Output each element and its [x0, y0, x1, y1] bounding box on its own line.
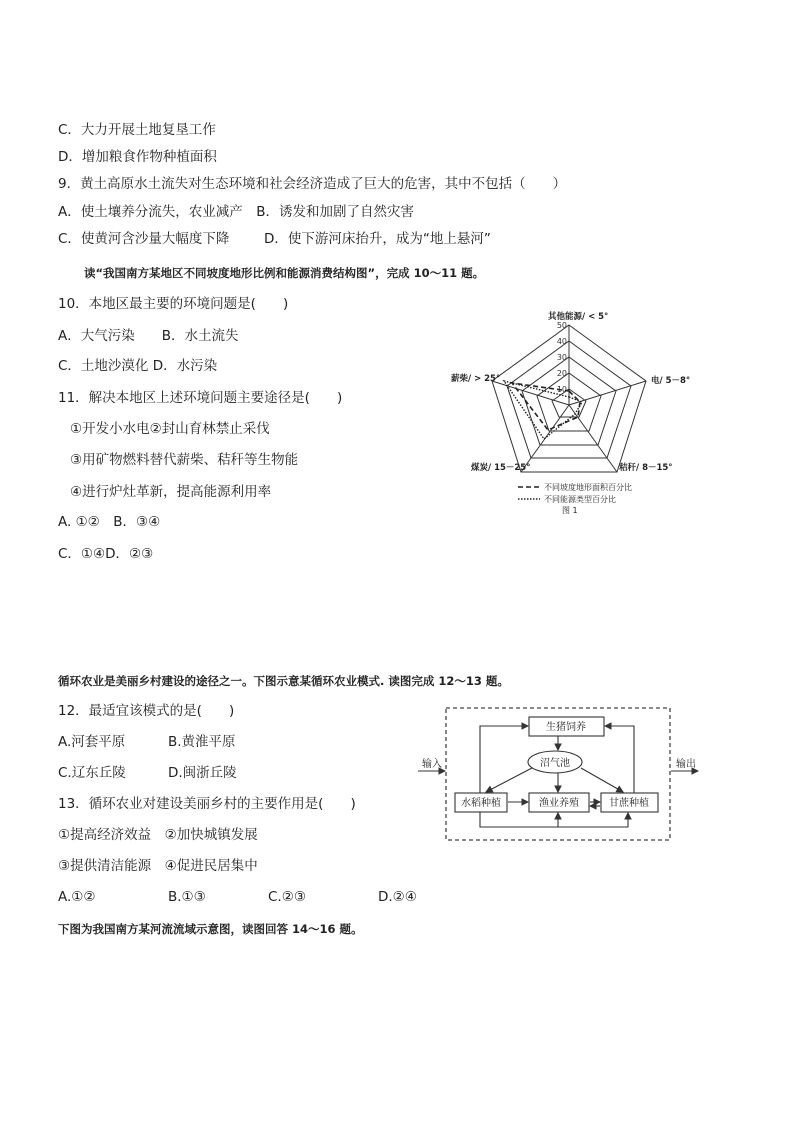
q11-options-cd: C．①④D．②③ [58, 546, 154, 562]
q10-options-ab: A．大气污染 B．水土流失 [58, 328, 239, 344]
q8-option-d: D．增加粮食作物种植面积 [58, 149, 217, 165]
q11-stem: 11．解决本地区上述环境问题主要途径是( ) [58, 390, 343, 406]
ellipse-biogas: 沼气池 [540, 758, 570, 769]
q13-items-12: ①提高经济效益 ②加快城镇发展 [58, 827, 258, 843]
q11-item-3: ④进行炉灶革新，提高能源利用率 [70, 484, 272, 500]
cycle-diagram [418, 700, 708, 845]
q12-option-a: A.河套平原 [58, 734, 126, 750]
q13-option-d: D.②④ [378, 889, 417, 905]
q11-item-2: ③用矿物燃料替代薪柴、秸秆等生物能 [70, 452, 299, 468]
radar-tick-10: 10 [556, 385, 567, 394]
radar-figure [440, 305, 710, 515]
q11-item-1: ①开发小水电②封山育林禁止采伐 [70, 421, 270, 437]
q9-option-d: D．使下游河床抬升，成为“地上悬河” [264, 231, 491, 247]
radar-axis-electric: 电/ 5－8° [651, 376, 691, 386]
radar-tick-20: 20 [556, 369, 567, 378]
radar-tick-40: 40 [556, 337, 567, 346]
q10-stem: 10．本地区最主要的环境问题是( ) [58, 296, 289, 312]
intro-10-11: 读“我国南方某地区不同坡度地形比例和能源消费结构图”，完成 10～11 题。 [84, 266, 485, 280]
box-fish-farming: 渔业养殖 [539, 798, 579, 809]
radar-tick-30: 30 [556, 353, 567, 362]
legend-energy: 不同能源类型百分比 [544, 495, 616, 504]
label-input: 输入 [422, 759, 442, 770]
q13-stem: 13．循环农业对建设美丽乡村的主要作用是( ) [58, 796, 356, 812]
radar-axis-coal: 煤炭/ 15－25° [471, 463, 531, 473]
q9-stem: 9．黄土高原水土流失对生态环境和社会经济造成了巨大的危害，其中不包括（ ） [58, 176, 567, 192]
q13-items-34: ③提供清洁能源 ④促进民居集中 [58, 858, 258, 874]
radar-caption: 图 1 [562, 506, 578, 515]
radar-axis-other: 其他能源/ < 5° [548, 312, 609, 322]
intro-12-13: 循环农业是美丽乡村建设的途径之一。下图示意某循环农业模式. 读图完成 12～13 题。 [58, 674, 509, 688]
q12-option-d: D.闽浙丘陵 [168, 765, 237, 781]
box-pig-farming: 生猪饲养 [546, 722, 586, 733]
q13-option-b: B.①③ [168, 889, 206, 905]
legend-terrain: 不同坡度地形面积百分比 [544, 483, 632, 492]
intro-14-16: 下图为我国南方某河流流域示意图，读图回答 14～16 题。 [58, 922, 363, 936]
q12-option-c: C.辽东丘陵 [58, 765, 126, 781]
q13-option-c: C.②③ [268, 889, 306, 905]
q9-option-c: C．使黄河含沙量大幅度下降 [58, 231, 230, 247]
radar-axis-straw: 秸秆/ 8－15° [619, 463, 673, 473]
label-output: 输出 [676, 759, 696, 770]
radar-axis-firewood: 薪柴/ > 25° [451, 374, 501, 384]
box-rice-planting: 水稻种植 [461, 798, 501, 809]
q9-options-ab: A．使土壤养分流失，农业减产 B．诱发和加剧了自然灾害 [58, 204, 414, 220]
radar-tick-50: 50 [556, 321, 567, 330]
q10-options-cd: C．土地沙漠化 D．水污染 [58, 358, 218, 374]
box-sugarcane-planting: 甘蔗种植 [609, 798, 649, 809]
q12-stem: 12．最适宜该模式的是( ) [58, 703, 235, 719]
q8-option-c: C．大力开展土地复垦工作 [58, 122, 216, 138]
q11-options-ab: A. ①② B．③④ [58, 514, 161, 530]
q12-option-b: B.黄淮平原 [168, 734, 236, 750]
q13-option-a: A.①② [58, 889, 96, 905]
